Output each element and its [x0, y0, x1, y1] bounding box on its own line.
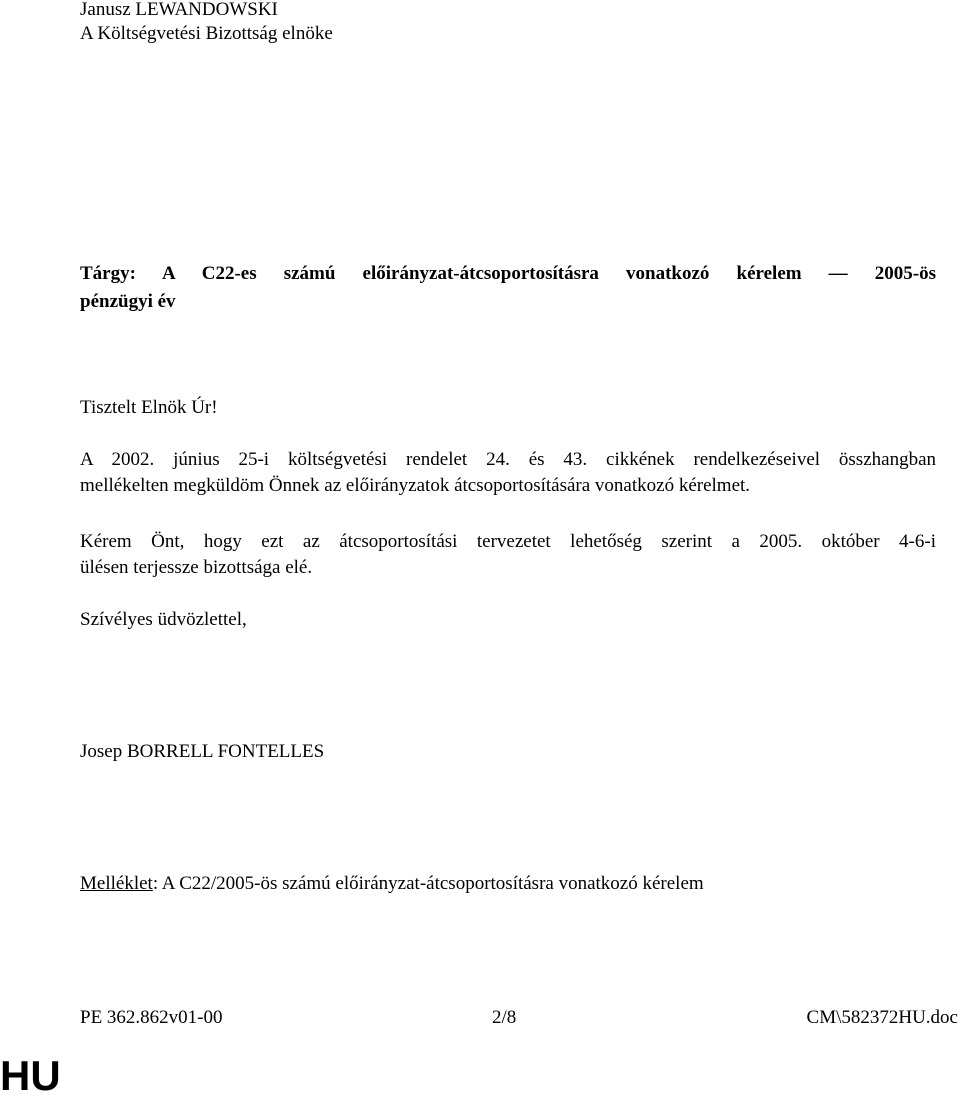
- recipient-role: A Költségvetési Bizottság elnöke: [80, 23, 333, 44]
- subject-line-2: pénzügyi év: [80, 291, 176, 312]
- footer-reference: PE 362.862v01-00: [80, 1007, 223, 1028]
- footer-page-number: 2/8: [492, 1007, 517, 1028]
- footer-file-name: CM\582372HU.doc: [806, 1007, 958, 1028]
- paragraph-1-line-1: A 2002. június 25-i költségvetési rendelet 24. és 43. cikkének rendelkezéseivel összhangban: [80, 449, 936, 470]
- attachment-label: Melléklet: [80, 873, 153, 894]
- closing: Szívélyes üdvözlettel,: [80, 609, 247, 630]
- paragraph-2-line-2: ülésen terjessze bizottsága elé.: [80, 557, 313, 578]
- subject-line-1: Tárgy: A C22-es számú előirányzat-átcsoportosításra vonatkozó kérelem — 2005-ös: [80, 263, 936, 284]
- salutation: Tisztelt Elnök Úr!: [80, 397, 218, 418]
- paragraph-1-line-2: mellékelten megküldöm Önnek az előirányzatok átcsoportosítására vonatkozó kérelmet.: [80, 475, 751, 496]
- recipient-name: Janusz LEWANDOWSKI: [80, 0, 278, 20]
- paragraph-2-line-1: Kérem Önt, hogy ezt az átcsoportosítási tervezetet lehetőség szerint a 2005. október 4-6-i: [80, 531, 936, 552]
- attachment: [80, 872, 704, 896]
- attachment-text: : A C22/2005-ös számú előirányzat-átcsoportosításra vonatkozó kérelem: [152, 873, 704, 894]
- language-code: HU: [0, 1052, 61, 1099]
- signatory: Josep BORRELL FONTELLES: [80, 741, 325, 762]
